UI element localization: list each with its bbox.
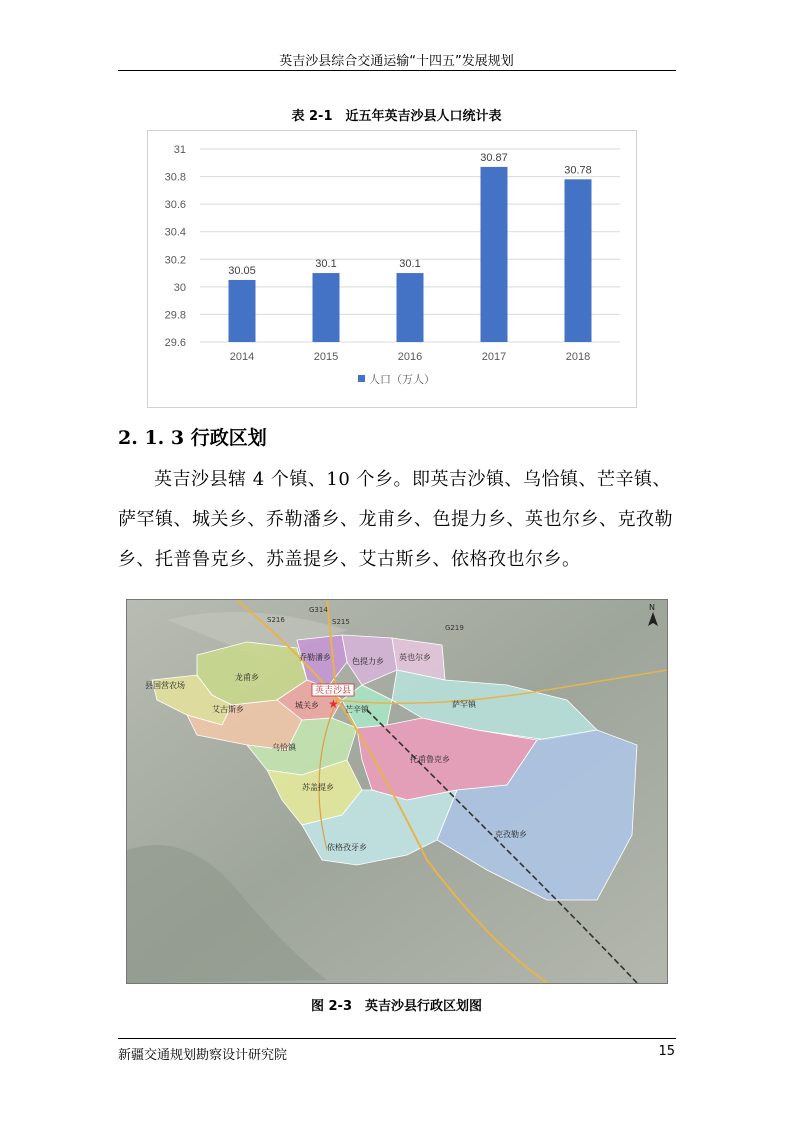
map-label-kezile: 克孜勒乡: [495, 830, 527, 839]
legend-swatch: [358, 375, 365, 382]
data-label: 30.78: [564, 164, 592, 177]
map-label-aigusi: 艾古斯乡: [212, 705, 244, 714]
road-label-g219: G219: [445, 624, 464, 632]
north-arrow-label: N: [649, 603, 655, 612]
figure-caption: 图 2-3 英吉沙县行政区划图: [310, 999, 482, 1014]
map-label-setili: 色提力乡: [352, 657, 384, 666]
data-label: 30.87: [480, 151, 508, 164]
y-tick-label: 30.2: [164, 254, 186, 267]
bar: [481, 167, 508, 342]
data-label: 30.1: [315, 258, 337, 271]
section-paragraph: 英吉沙县辖 4 个镇、10 个乡。即英吉沙镇、乌恰镇、芒辛镇、萨罕镇、城关乡、乔勒潘乡、龙甫乡、色提力乡、英也尔乡、克孜勒乡、托普鲁克乡、苏盖提乡、艾古斯乡、依格孜也尔乡。: [118, 469, 673, 570]
x-tick-label: 2015: [313, 351, 339, 363]
bar: [229, 280, 256, 342]
map-label-sahan: 萨罕镇: [452, 700, 476, 709]
map-label-yingyeer: 英也尔乡: [399, 653, 431, 662]
x-tick-label: 2016: [397, 351, 423, 363]
road-label-s215: S215: [332, 618, 350, 626]
legend-label: 人口（万人）: [369, 373, 435, 386]
bar: [313, 273, 340, 342]
x-tick-label: 2018: [565, 351, 591, 363]
page-number: 15: [658, 1044, 675, 1059]
header-rule: [118, 70, 676, 71]
map-canvas: [127, 600, 667, 983]
map-label-chengguan: 城关乡: [295, 701, 319, 710]
x-tick-label: 2017: [481, 351, 507, 363]
administrative-map: [126, 599, 668, 984]
map-label-tuofuluke: 托甫鲁克乡: [410, 755, 450, 764]
map-label-longfu: 龙甫乡: [235, 673, 259, 682]
table-caption: 表 2-1 近五年英吉沙县人口统计表: [291, 109, 502, 124]
population-bar-chart: [147, 130, 637, 408]
footer-rule: [118, 1038, 676, 1039]
map-label-sugaiti: 苏盖提乡: [302, 783, 334, 792]
bar: [397, 273, 424, 342]
county-center-label: 英吉沙县: [315, 686, 352, 696]
road-label-s216: S216: [267, 616, 285, 624]
y-tick-label: 30: [173, 281, 186, 294]
map-label-qiaolepan: 乔勒潘乡: [299, 653, 331, 662]
map-label-county-farm: 县国营农场: [145, 681, 185, 690]
data-label: 30.1: [399, 258, 421, 271]
y-tick-label: 29.6: [164, 337, 186, 349]
y-tick-label: 30.6: [164, 199, 186, 212]
y-tick-label: 30.8: [164, 171, 186, 184]
map-label-wuqia: 乌恰镇: [272, 743, 296, 752]
data-label: 30.05: [228, 264, 256, 277]
map-label-mangxin: 芒辛镇: [345, 705, 369, 714]
footer-organization: 新疆交通规划勘察设计研究院: [118, 1048, 288, 1063]
y-tick-label: 30.4: [164, 226, 186, 239]
x-tick-label: 2014: [229, 351, 255, 363]
chart-canvas: [148, 131, 636, 407]
county-center-star-icon: ★: [328, 697, 339, 711]
road-label-g314: G314: [309, 606, 328, 614]
bar: [565, 179, 592, 342]
section-heading: 2. 1. 3 行政区划: [118, 427, 267, 449]
y-tick-label: 29.8: [164, 309, 186, 322]
y-tick-label: 31: [173, 144, 186, 156]
map-label-yigeziya: 依格孜牙乡: [327, 843, 367, 852]
running-header: 英吉沙县综合交通运输“十四五”发展规划: [279, 54, 514, 69]
